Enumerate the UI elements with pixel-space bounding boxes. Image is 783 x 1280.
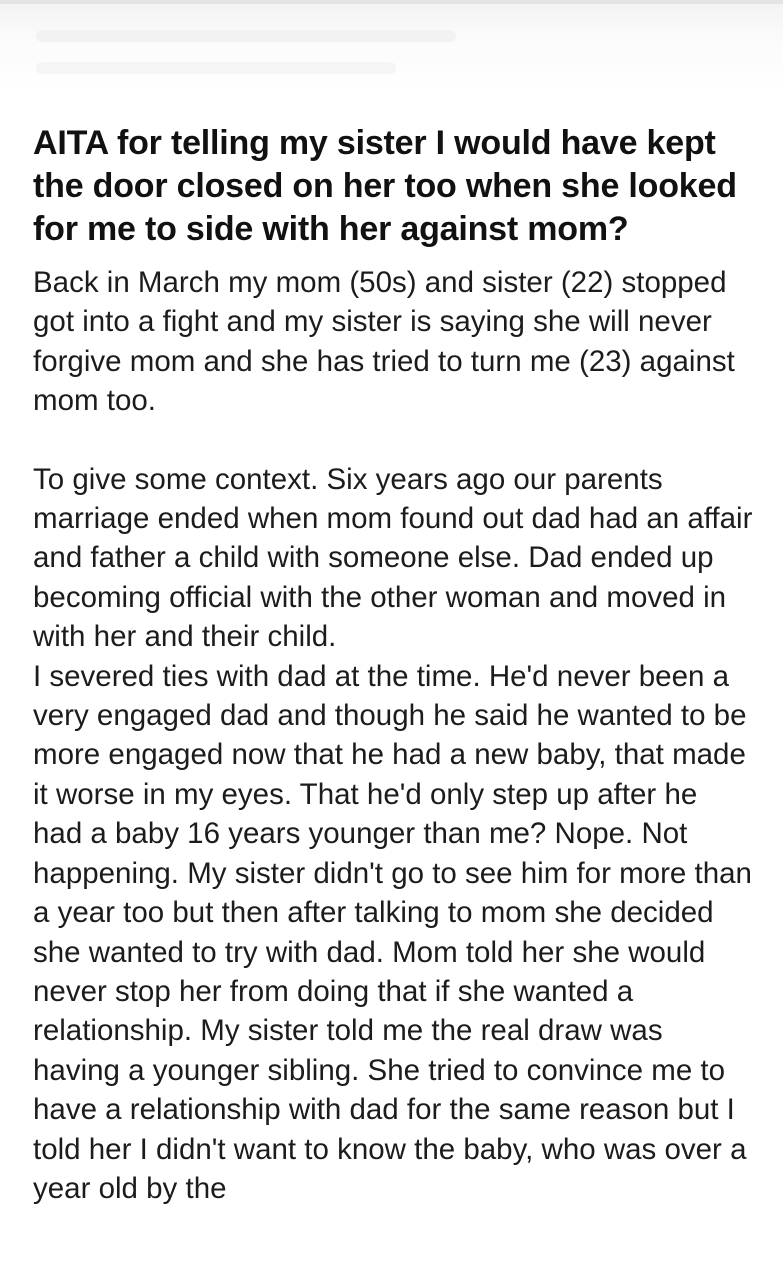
faded-header-placeholder-secondary: [36, 62, 396, 74]
post-paragraph-intro: Back in March my mom (50s) and sister (22) stopped got into a fight and my sister is saying she will never forgive mom and she has tried to turn me (23) against mom too.: [33, 266, 735, 418]
header-fade: [0, 0, 783, 110]
post-paragraph-context: To give some context. Six years ago our parents marriage ended when mom found out dad had an affair and father a child with someone else. Dad ended up becoming official with the other woman and moved in with her and their child. I severed ties with dad at the time. He'd never been a very engaged dad and though he said he wanted to be more engaged now that he had a new baby, that made it worse in my eyes. That he'd only step up after he had a baby 16 years younger than me? Nope. Not happening. My sister didn't go to see him for more than a year too but then after talking to mom she decided she wanted to try with dad. Mom told her she would never stop her from doing that if she wanted a relationship. My sister told me the real draw was having a younger sibling. She tried to convince me to have a relationship with dad for the same reason but I told her I didn't want to know the baby, who was over a year old by the: [33, 462, 753, 1205]
post-content: [33, 122, 753, 1208]
post-body: [33, 263, 753, 1208]
post-title: AITA for telling my sister I would have kept the door closed on her too when she looked for me to side with her against mom?: [33, 124, 737, 248]
top-edge-divider: [0, 0, 783, 4]
faded-header-placeholder: [36, 30, 456, 42]
